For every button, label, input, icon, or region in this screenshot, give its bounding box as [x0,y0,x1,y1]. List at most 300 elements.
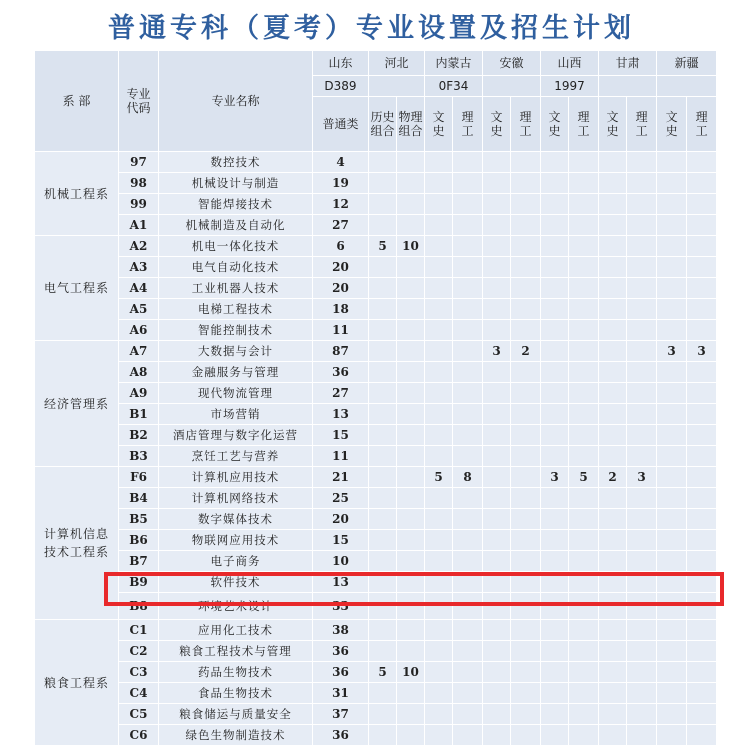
quota-cell [657,425,687,446]
quota-cell [657,215,687,236]
quota-cell [657,641,687,662]
quota-cell [657,257,687,278]
quota-cell: 5 [569,467,599,488]
header-code-sd: D389 [313,76,369,97]
quota-cell: 8 [453,467,483,488]
major-name: 药品生物技术 [159,662,313,683]
quota-cell [657,404,687,425]
header-ligong: 理 工 [627,97,657,152]
quota-cell [569,299,599,320]
quota-cell [511,509,541,530]
quota-cell [483,194,511,215]
quota-cell [541,551,569,572]
major-name: 烹饪工艺与营养 [159,446,313,467]
quota-cell [627,530,657,551]
quota-cell [511,152,541,173]
quota-cell [569,383,599,404]
quota-cell [397,725,425,746]
quota-cell [483,488,511,509]
page-title: 普通专科（夏考）专业设置及招生计划 [108,13,635,44]
quota-cell [687,194,717,215]
quota-cell [425,362,453,383]
quota-cell [397,593,425,620]
quota-cell [425,194,453,215]
quota-cell [453,341,483,362]
quota-cell [369,572,397,593]
quota-cell [687,278,717,299]
department-name: 机械工程系 [35,152,119,236]
major-code: C4 [119,683,159,704]
quota-cell [687,620,717,641]
quota-cell [627,383,657,404]
quota-cell [397,446,425,467]
major-name: 智能焊接技术 [159,194,313,215]
quota-cell [511,551,541,572]
department-name: 电气工程系 [35,236,119,341]
quota-cell [425,278,453,299]
major-name: 智能控制技术 [159,320,313,341]
quota-cell: 10 [313,551,369,572]
quota-cell [569,257,599,278]
major-code: B6 [119,530,159,551]
quota-cell [541,236,569,257]
quota-cell [483,530,511,551]
quota-cell [569,320,599,341]
quota-cell [483,257,511,278]
major-code: B4 [119,488,159,509]
quota-cell [627,572,657,593]
major-code: B1 [119,404,159,425]
major-name: 数控技术 [159,152,313,173]
quota-cell [657,704,687,725]
quota-cell [627,662,657,683]
quota-cell [599,194,627,215]
quota-cell [453,641,483,662]
major-name: 电梯工程技术 [159,299,313,320]
table-row [35,278,717,299]
quota-cell [511,194,541,215]
table-row [35,572,717,593]
quota-cell [453,299,483,320]
major-name: 软件技术 [159,572,313,593]
quota-cell [541,446,569,467]
quota-cell [397,152,425,173]
quota-cell [511,257,541,278]
quota-cell [483,299,511,320]
quota-cell [627,593,657,620]
major-code: B2 [119,425,159,446]
quota-cell [369,530,397,551]
header-code-empty [369,76,425,97]
quota-cell [569,662,599,683]
quota-cell [511,488,541,509]
quota-cell [541,641,569,662]
quota-cell [541,683,569,704]
quota-cell [511,320,541,341]
quota-cell [511,383,541,404]
quota-cell [569,215,599,236]
quota-cell [511,725,541,746]
header-code-sx: 1997 [541,76,599,97]
quota-cell [541,488,569,509]
quota-cell: 2 [511,341,541,362]
quota-cell [687,383,717,404]
quota-cell [425,725,453,746]
quota-cell [425,530,453,551]
quota-cell [397,320,425,341]
quota-cell [569,683,599,704]
quota-cell [627,725,657,746]
quota-cell [369,467,397,488]
header-ligong: 理 工 [569,97,599,152]
quota-cell [541,725,569,746]
quota-cell [541,572,569,593]
major-code: B7 [119,551,159,572]
quota-cell [687,362,717,383]
major-code: A6 [119,320,159,341]
quota-cell [569,593,599,620]
major-code: 98 [119,173,159,194]
quota-cell [599,215,627,236]
quota-cell [483,467,511,488]
quota-cell [453,215,483,236]
major-name: 现代物流管理 [159,383,313,404]
major-name: 酒店管理与数字化运营 [159,425,313,446]
quota-cell [627,215,657,236]
header-province: 安徽 [483,51,541,76]
major-name: 机电一体化技术 [159,236,313,257]
quota-cell [453,236,483,257]
major-name: 计算机网络技术 [159,488,313,509]
quota-cell [453,278,483,299]
quota-cell [569,572,599,593]
quota-cell [657,551,687,572]
quota-cell [569,530,599,551]
quota-cell [397,341,425,362]
quota-cell [453,488,483,509]
quota-cell [541,194,569,215]
quota-cell: 33 [313,593,369,620]
major-code: A2 [119,236,159,257]
major-code: F6 [119,467,159,488]
quota-cell [511,236,541,257]
quota-cell [397,704,425,725]
quota-cell [569,446,599,467]
quota-cell [369,446,397,467]
major-code: A1 [119,215,159,236]
quota-cell [425,551,453,572]
quota-cell [687,467,717,488]
major-name: 环境艺术设计 [159,593,313,620]
quota-cell [453,551,483,572]
quota-cell [599,641,627,662]
quota-cell [687,320,717,341]
major-name: 粮食工程技术与管理 [159,641,313,662]
quota-cell [483,704,511,725]
quota-cell: 6 [313,236,369,257]
quota-cell [511,467,541,488]
quota-cell [541,278,569,299]
quota-cell [425,215,453,236]
table-row [35,467,717,488]
header-code-empty [657,76,717,97]
quota-cell [511,299,541,320]
quota-cell [627,236,657,257]
header-ligong: 理 工 [687,97,717,152]
quota-cell [453,404,483,425]
quota-cell: 38 [313,620,369,641]
quota-cell [541,320,569,341]
table-row [35,152,717,173]
quota-cell [483,236,511,257]
quota-cell [541,704,569,725]
quota-cell [425,593,453,620]
quota-cell [397,572,425,593]
quota-cell [599,662,627,683]
quota-cell [483,572,511,593]
quota-cell [369,299,397,320]
table-row [35,662,717,683]
quota-cell [599,278,627,299]
quota-cell: 25 [313,488,369,509]
quota-cell [425,320,453,341]
quota-cell [425,641,453,662]
quota-cell: 4 [313,152,369,173]
quota-cell [657,362,687,383]
quota-cell [397,383,425,404]
major-name: 数字媒体技术 [159,509,313,530]
major-code: C5 [119,704,159,725]
quota-cell [657,488,687,509]
quota-cell [569,194,599,215]
quota-cell [397,173,425,194]
quota-cell [397,299,425,320]
quota-cell [627,425,657,446]
header-dept: 系 部 [35,51,119,152]
quota-cell [687,572,717,593]
quota-cell [569,236,599,257]
quota-cell [369,173,397,194]
quota-cell [483,641,511,662]
quota-cell [369,194,397,215]
major-name: 绿色生物制造技术 [159,725,313,746]
quota-cell [687,152,717,173]
major-code: A3 [119,257,159,278]
quota-cell [453,509,483,530]
quota-cell [657,320,687,341]
quota-cell [627,509,657,530]
quota-cell [657,509,687,530]
quota-cell [483,509,511,530]
quota-cell: 21 [313,467,369,488]
quota-cell [627,320,657,341]
quota-cell [511,572,541,593]
quota-cell [369,152,397,173]
quota-cell [657,299,687,320]
quota-cell [599,173,627,194]
quota-cell [369,404,397,425]
quota-cell [453,662,483,683]
quota-cell [687,236,717,257]
quota-cell [397,257,425,278]
quota-cell [657,152,687,173]
quota-cell [599,620,627,641]
quota-cell [657,467,687,488]
quota-cell [687,725,717,746]
quota-cell [599,509,627,530]
table-row [35,383,717,404]
header-wenshi: 文 史 [425,97,453,152]
quota-cell [425,446,453,467]
quota-cell: 18 [313,299,369,320]
quota-cell [687,446,717,467]
major-code: C6 [119,725,159,746]
quota-cell [369,425,397,446]
major-code: A9 [119,383,159,404]
major-code: 97 [119,152,159,173]
quota-cell [483,362,511,383]
quota-cell [569,551,599,572]
quota-cell [369,215,397,236]
quota-cell [627,152,657,173]
quota-cell [425,620,453,641]
major-code: B5 [119,509,159,530]
major-code: A4 [119,278,159,299]
quota-cell [397,425,425,446]
quota-cell: 3 [627,467,657,488]
header-code-nm: 0F34 [425,76,483,97]
table-row [35,620,717,641]
major-name: 物联网应用技术 [159,530,313,551]
quota-cell [511,662,541,683]
header-hb-physics: 物理 组合 [397,97,425,152]
quota-cell [369,383,397,404]
quota-cell [541,341,569,362]
table-row [35,257,717,278]
major-name: 电气自动化技术 [159,257,313,278]
quota-cell [687,173,717,194]
quota-cell [511,620,541,641]
quota-cell [483,725,511,746]
quota-cell [599,299,627,320]
major-name: 机械制造及自动化 [159,215,313,236]
quota-cell [627,341,657,362]
quota-cell [599,446,627,467]
quota-cell: 3 [687,341,717,362]
quota-cell [369,488,397,509]
quota-cell [687,551,717,572]
quota-cell [657,173,687,194]
major-code: C1 [119,620,159,641]
quota-cell [541,509,569,530]
table-row [35,320,717,341]
table-row [35,551,717,572]
header-province: 甘肃 [599,51,657,76]
quota-cell [425,341,453,362]
enrollment-table [34,50,717,746]
major-name: 机械设计与制造 [159,173,313,194]
quota-cell [627,404,657,425]
quota-cell [453,725,483,746]
quota-cell [541,425,569,446]
quota-cell [453,152,483,173]
quota-cell: 5 [369,662,397,683]
quota-cell [687,425,717,446]
quota-cell [425,488,453,509]
quota-cell [541,362,569,383]
quota-cell [369,551,397,572]
quota-cell [453,704,483,725]
quota-cell [511,425,541,446]
quota-cell [369,509,397,530]
major-name: 市场营销 [159,404,313,425]
quota-cell [425,662,453,683]
quota-cell [511,215,541,236]
quota-cell [541,257,569,278]
header-code-empty [599,76,657,97]
quota-cell [369,641,397,662]
major-name: 粮食储运与质量安全 [159,704,313,725]
quota-cell [627,620,657,641]
quota-cell [453,446,483,467]
quota-cell [569,488,599,509]
table-row [35,683,717,704]
quota-cell [453,530,483,551]
quota-cell [627,488,657,509]
quota-cell [687,299,717,320]
quota-cell [599,320,627,341]
quota-cell [627,641,657,662]
quota-cell: 3 [483,341,511,362]
quota-cell [657,662,687,683]
quota-cell [627,551,657,572]
major-code: B3 [119,446,159,467]
quota-cell [397,620,425,641]
major-code: C2 [119,641,159,662]
quota-cell [627,299,657,320]
quota-cell [483,683,511,704]
major-name: 大数据与会计 [159,341,313,362]
quota-cell [397,641,425,662]
quota-cell [425,257,453,278]
quota-cell [541,215,569,236]
header-province: 山东 [313,51,369,76]
quota-cell [397,509,425,530]
quota-cell: 87 [313,341,369,362]
department-name: 粮食工程系 [35,620,119,746]
quota-cell [687,215,717,236]
quota-cell [369,683,397,704]
quota-cell [657,194,687,215]
quota-cell [687,683,717,704]
quota-cell [483,662,511,683]
quota-cell [657,593,687,620]
quota-cell [627,446,657,467]
quota-cell: 37 [313,704,369,725]
quota-cell [397,194,425,215]
header-wenshi: 文 史 [599,97,627,152]
major-name: 应用化工技术 [159,620,313,641]
quota-cell [657,683,687,704]
major-code: B8 [119,593,159,620]
quota-cell: 10 [397,662,425,683]
quota-cell [687,704,717,725]
quota-cell [687,662,717,683]
quota-cell: 3 [657,341,687,362]
header-province: 新疆 [657,51,717,76]
quota-cell: 13 [313,404,369,425]
quota-cell [483,593,511,620]
